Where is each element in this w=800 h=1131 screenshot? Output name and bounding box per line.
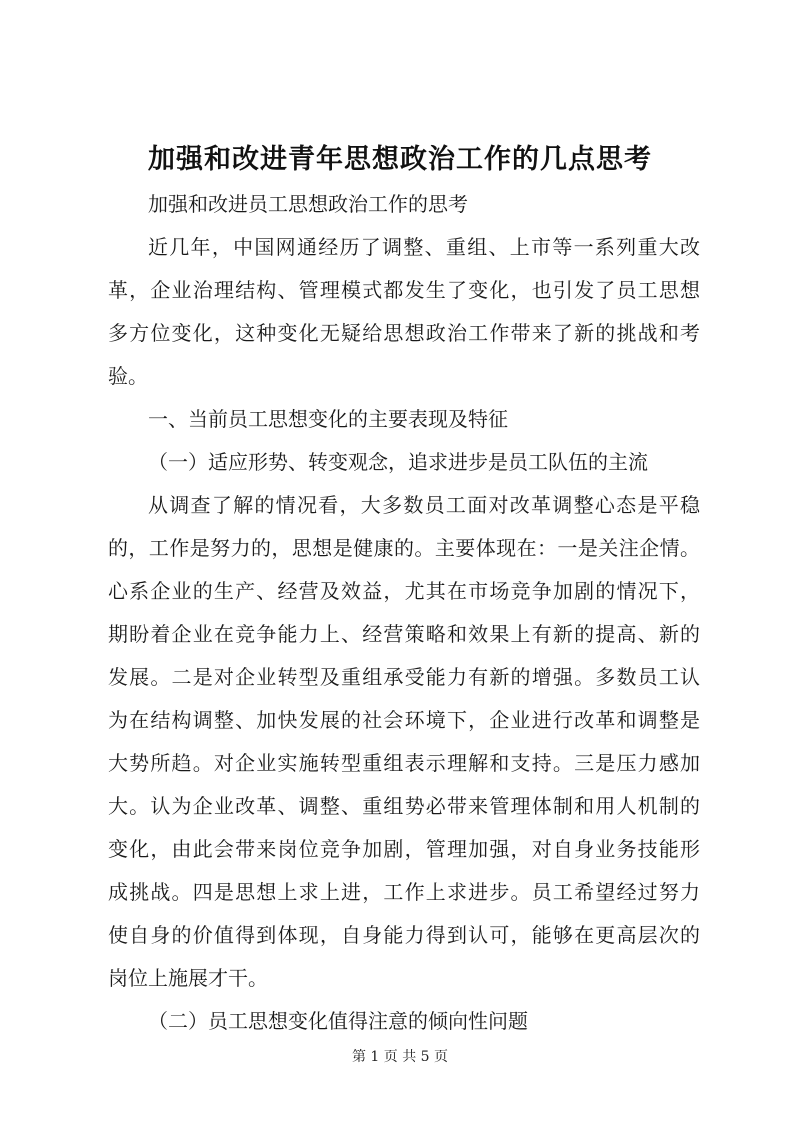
page-number-footer: 第 1 页 共 5 页 xyxy=(351,1049,449,1065)
paragraph-line: 期盼着企业在竞争能力上、经营策略和效果上有新的提高、新的 xyxy=(108,622,700,646)
paragraph-line: 大。认为企业改革、调整、重组势必带来管理体制和用人机制的 xyxy=(108,794,700,818)
paragraph-line: 验。 xyxy=(108,364,148,388)
paragraph-line: 岗位上施展才干。 xyxy=(108,966,268,990)
paragraph-line: 的，工作是努力的，思想是健康的。主要体现在：一是关注企情。 xyxy=(108,536,700,560)
paragraph-line: 为在结构调整、加快发展的社会环境下，企业进行改革和调整是 xyxy=(108,708,700,732)
section-heading: 一、当前员工思想变化的主要表现及特征 xyxy=(148,407,508,431)
paragraph-line: 近几年，中国网通经历了调整、重组、上市等一系列重大改 xyxy=(148,235,700,259)
paragraph-line: 成挑战。四是思想上求上进，工作上求进步。员工希望经过努力 xyxy=(108,880,700,904)
document-title: 加强和改进青年思想政治工作的几点思考 xyxy=(148,144,652,175)
paragraph-line: 从调查了解的情况看，大多数员工面对改革调整心态是平稳 xyxy=(148,493,700,517)
paragraph-line: 大势所趋。对企业实施转型重组表示理解和支持。三是压力感加 xyxy=(108,751,700,775)
paragraph-line: 多方位变化，这种变化无疑给思想政治工作带来了新的挑战和考 xyxy=(108,321,700,345)
paragraph-line: 心系企业的生产、经营及效益，尤其在市场竞争加剧的情况下， xyxy=(108,579,700,603)
subsection-heading: （一）适应形势、转变观念，追求进步是员工队伍的主流 xyxy=(148,450,648,474)
paragraph-line: 使自身的价值得到体现，自身能力得到认可，能够在更高层次的 xyxy=(108,923,700,947)
subtitle-line: 加强和改进员工思想政治工作的思考 xyxy=(148,192,468,216)
subsection-heading: （二）员工思想变化值得注意的倾向性问题 xyxy=(148,1009,528,1033)
paragraph-line: 变化，由此会带来岗位竞争加剧，管理加强，对自身业务技能形 xyxy=(108,837,700,861)
paragraph-line: 革，企业治理结构、管理模式都发生了变化，也引发了员工思想 xyxy=(108,278,700,302)
paragraph-line: 发展。二是对企业转型及重组承受能力有新的增强。多数员工认 xyxy=(108,665,700,689)
